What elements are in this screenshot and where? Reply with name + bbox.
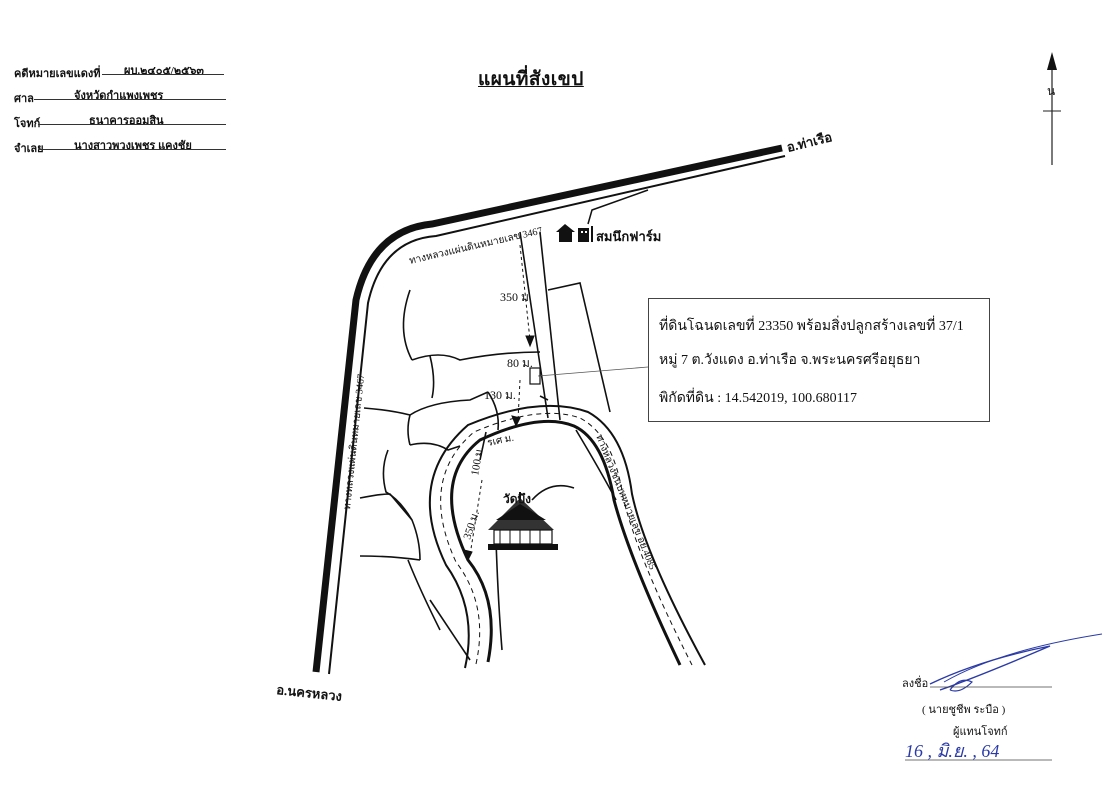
defendant-value: นางสาวพวงเพชร แคงชัย xyxy=(74,140,192,152)
signer-role: ผู้แทนโจทก์ xyxy=(953,726,1008,738)
signature-scribble xyxy=(930,634,1102,691)
label-dist-350-left: 350 ม. xyxy=(461,509,482,541)
label-dist-130: 130 ม. xyxy=(484,388,516,402)
north-label: น xyxy=(1047,84,1056,98)
label-highway-3467-left: ทางหลวงแผ่นดินหมายเลข 3467 xyxy=(342,373,368,511)
label-temple: วัดบึง xyxy=(503,492,532,506)
case-number-value: ผบ.๒๔๐๕/๒๕๖๓ xyxy=(124,65,204,77)
court-value: จังหวัดกำแพงเพชร xyxy=(74,90,164,102)
label-to-tha-ruea: อ.ท่าเรือ xyxy=(785,129,834,155)
north-arrow-icon xyxy=(1043,52,1061,165)
plaintiff-value: ธนาคารออมสิน xyxy=(89,115,164,127)
label-to-nakhon-luang: อ.นครหลวง xyxy=(275,682,343,704)
signer-name: ( นายชูชีพ ระบือ ) xyxy=(922,704,1006,716)
label-highway-3467-top: ทางหลวงแผ่นดินหมายเลข 3467 xyxy=(408,225,544,267)
signature-date: 16 , มิ.ย. , 64 xyxy=(905,741,1000,761)
label-dist-100: 100 ม. xyxy=(469,445,487,477)
defendant-label: จำเลย xyxy=(14,143,44,155)
info-address-line: หมู่ 7 ต.วังแดง อ.ท่าเรือ จ.พระนครศรีอยุธยา xyxy=(659,353,921,368)
info-coordinates-line: พิกัดที่ดิน : 14.542019, 100.680117 xyxy=(659,391,858,406)
plaintiff-label: โจทก์ xyxy=(14,118,41,130)
label-road-fragment: รเศ ม. xyxy=(486,432,515,449)
info-deed-line: ที่ดินโฉนดเลขที่ 23350 พร้อมสิ่งปลูกสร้างเลขที่ 37/1 xyxy=(659,319,964,334)
label-highway-4085: ทางหลวงชนบทหมายเลข อย.4085 xyxy=(593,433,658,572)
sign-label: ลงชื่อ xyxy=(902,678,929,690)
house-icon xyxy=(556,224,575,242)
label-dist-80: 80 ม. xyxy=(507,356,533,370)
label-dist-350-top: 350 ม. xyxy=(500,290,532,304)
building-icon xyxy=(578,228,589,242)
map-title: แผนที่สังเขป xyxy=(478,69,584,90)
court-label: ศาล xyxy=(14,93,34,105)
label-farm: สมนึกฟาร์ม xyxy=(596,229,662,244)
case-number-label: คดีหมายเลขแดงที่ xyxy=(14,68,101,80)
land-info-box xyxy=(648,298,990,422)
